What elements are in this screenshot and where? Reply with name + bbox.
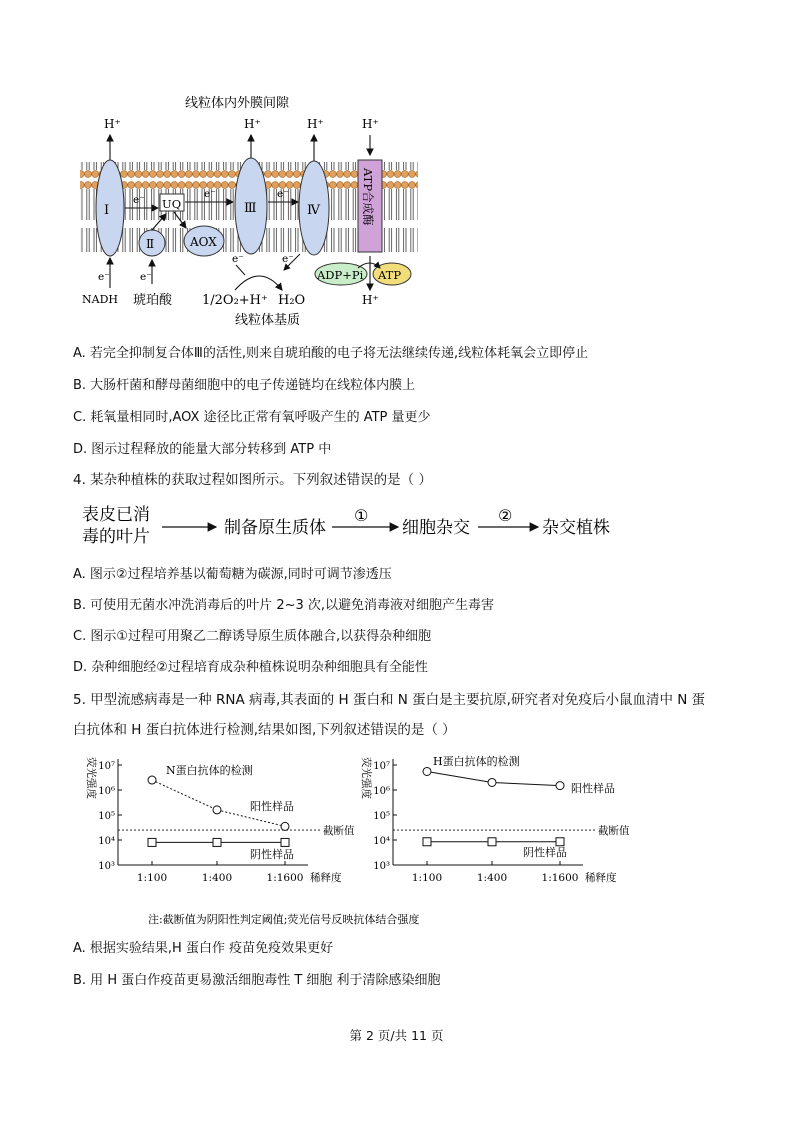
flow-mark-2: ②: [498, 506, 513, 525]
q4-option-c[interactable]: C. 图示①过程可用聚乙二醇诱导原生质体融合,以获得杂种细胞: [73, 629, 432, 644]
nadh-label: NADH: [82, 293, 118, 306]
q5-option-a[interactable]: A. 根据实验结果,H 蛋白作 疫苗免疫效果更好: [73, 941, 334, 956]
data-point-circle: [423, 767, 431, 775]
y-tick-label: 10⁷: [98, 761, 115, 772]
q5-stem-line1: 5. 甲型流感病毒是一种 RNA 病毒,其表面的 H 蛋白和 N 蛋白是主要抗原,研究者对免疫后小鼠血清中 N 蛋: [73, 692, 706, 708]
q3-option-d[interactable]: D. 图示过程释放的能量大部分转移到 ATP 中: [73, 442, 332, 457]
data-point-square: [148, 838, 156, 846]
atp-label: ATP: [378, 268, 402, 282]
water-label: H₂O: [278, 293, 306, 308]
q3-option-c[interactable]: C. 耗氧量相同时,AOX 途径比正常有氧呼吸产生的 ATP 量更少: [73, 410, 431, 425]
x-tick-label: 1:100: [411, 872, 443, 884]
electron-label-aox: e⁻: [232, 253, 244, 265]
q4-option-d[interactable]: D. 杂种细胞经②过程培育成杂种植株说明杂种细胞具有全能性: [73, 660, 428, 675]
proton-label-2: H⁺: [244, 117, 261, 131]
flow-mark-1: ①: [354, 506, 369, 525]
data-point-square: [556, 838, 564, 846]
electron-label-nadh: e⁻: [98, 271, 110, 283]
y-tick-label: 10³: [373, 861, 390, 872]
chart-note: 注:截断值为阴阳性判定阈值;荧光信号反映抗体结合强度: [148, 913, 420, 926]
q5-stem-line2: 白抗体和 H 蛋白抗体进行检测,结果如图,下列叙述错误的是（ ）: [73, 722, 456, 738]
aox-label: AOX: [190, 235, 217, 249]
series-label: 阴性样品: [250, 848, 294, 861]
data-point-circle: [213, 806, 221, 814]
hybrid-plant-flowchart: [80, 500, 640, 550]
data-point-square: [488, 838, 496, 846]
intermembrane-space-label: 线粒体内外膜间隙: [185, 96, 290, 111]
x-tick-label: 1:1600: [541, 872, 579, 884]
atp-synthase-label: ATP合成酶: [361, 168, 375, 226]
chart-title: N蛋白抗体的检测: [166, 764, 253, 777]
oxygen-to-water-arrow: [235, 276, 282, 290]
x-tick-label: 1:400: [201, 872, 233, 884]
y-tick-label: 10³: [98, 861, 115, 872]
chart-title: H蛋白抗体的检测: [433, 755, 520, 768]
data-point-circle: [556, 782, 564, 790]
data-point-square: [281, 838, 289, 846]
data-point-circle: [488, 778, 496, 786]
x-axis-label: 稀释度: [310, 872, 342, 884]
y-tick-label: 10⁶: [373, 786, 390, 797]
cutoff-label: 截断值: [323, 825, 355, 838]
electron-label-succinate: e⁻: [140, 271, 152, 283]
y-tick-label: 10⁶: [98, 786, 115, 797]
flow-step-protoplast: 制备原生质体: [224, 518, 326, 538]
data-point-square: [423, 838, 431, 846]
q3-option-b[interactable]: B. 大肠杆菌和酵母菌细胞中的电子传递链均在线粒体内膜上: [73, 378, 416, 393]
q4-option-b[interactable]: B. 可使用无菌水冲洗消毒后的叶片 2~3 次,以避免消毒液对细胞产生毒害: [73, 598, 495, 613]
electron-label-1: e⁻: [133, 194, 145, 206]
proton-label-1: H⁺: [104, 117, 121, 131]
adp-pi-label: ADP+Pi: [317, 268, 364, 282]
proton-label-5: H⁺: [362, 293, 379, 307]
complex-i-label: Ⅰ: [104, 203, 110, 218]
aox-down-arrow: [236, 265, 245, 275]
q5-option-b[interactable]: B. 用 H 蛋白作疫苗更易激活细胞毒性 T 细胞 利于清除感染细胞: [73, 973, 441, 988]
series-label: 阴性样品: [523, 846, 567, 859]
q4-stem: 4. 某杂种植株的获取过程如图所示。下列叙述错误的是（ ）: [73, 472, 432, 488]
electron-label-iv: e⁻: [282, 253, 294, 265]
antibody-charts: [80, 750, 640, 935]
electron-label-2: e⁻: [204, 188, 216, 200]
succinate-label: 琥珀酸: [133, 293, 173, 308]
flow-step-hybrid-plant: 杂交植株: [542, 518, 610, 538]
n-protein-chart: [85, 757, 355, 884]
uq-label: UQ: [162, 197, 182, 211]
x-tick-label: 1:400: [476, 872, 508, 884]
x-tick-label: 1:1600: [266, 872, 304, 884]
electron-label-3: e⁻: [277, 188, 289, 200]
y-tick-label: 10⁵: [373, 811, 390, 822]
y-tick-label: 10⁷: [373, 761, 390, 772]
h-protein-chart: [360, 754, 630, 884]
y-axis-label: 荧光强度: [85, 757, 97, 799]
complex-iv-label: Ⅳ: [307, 203, 320, 218]
data-point-circle: [281, 822, 289, 830]
proton-label-3: H⁺: [307, 117, 324, 131]
data-point-square: [213, 838, 221, 846]
series-label: 阳性样品: [571, 782, 615, 795]
proton-label-4: H⁺: [362, 117, 379, 131]
x-axis-label: 稀释度: [585, 872, 617, 884]
complex-ii-label: Ⅱ: [146, 237, 155, 251]
matrix-label: 线粒体基质: [235, 313, 301, 328]
flow-start-line2: 毒的叶片: [82, 527, 150, 547]
y-tick-label: 10⁴: [98, 836, 115, 847]
flow-start-line1: 表皮已消: [82, 505, 150, 525]
cutoff-label: 截断值: [598, 825, 630, 838]
x-tick-label: 1:100: [136, 872, 168, 884]
data-point-circle: [148, 776, 156, 784]
oxygen-label: 1/2O₂+H⁺: [202, 293, 268, 308]
flow-step-hybridization: 细胞杂交: [402, 518, 470, 538]
page-footer: 第 2 页/共 11 页: [349, 1028, 444, 1043]
complex-i: [96, 160, 124, 256]
series-label: 阳性样品: [250, 800, 294, 813]
q4-option-a[interactable]: A. 图示②过程培养基以葡萄糖为碳源,同时可调节渗透压: [73, 567, 392, 582]
q3-option-a[interactable]: A. 若完全抑制复合体Ⅲ的活性,则来自琥珀酸的电子将无法继续传递,线粒体耗氧会立即停止: [73, 346, 589, 361]
y-axis-label: 荧光强度: [360, 757, 372, 799]
y-tick-label: 10⁴: [373, 836, 390, 847]
electron-transport-diagram: [70, 90, 430, 330]
complex-iii-label: Ⅲ: [244, 201, 257, 216]
y-tick-label: 10⁵: [98, 811, 115, 822]
